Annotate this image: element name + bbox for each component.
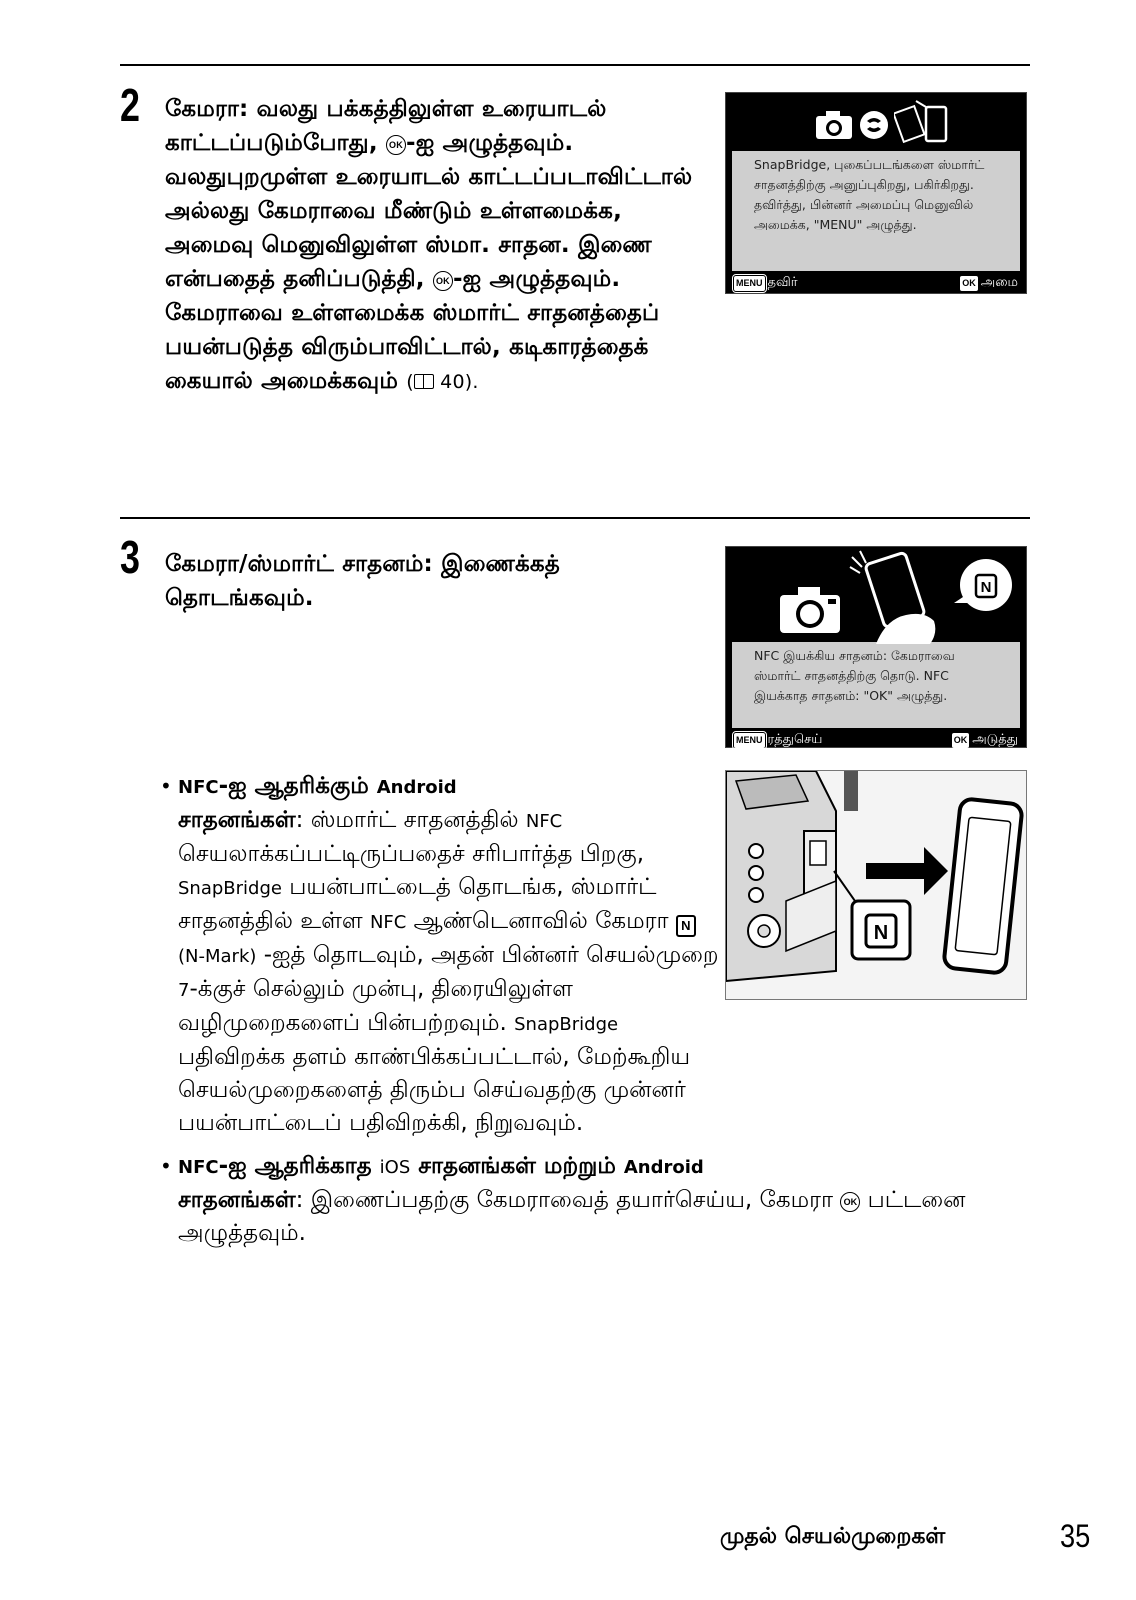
step-2-text	[165, 92, 710, 399]
bullet-ios-android: • NFC-ஐ ஆதரிக்காத iOS சாதனங்கள் மற்றும் Android சாதனங்கள்: இணைப்பதற்கு கேமராவைத் தயார்செய்ய, கேமரா OK பட்டனை அழுத்தவும்.	[160, 1150, 978, 1250]
screen-button-bar	[726, 271, 1026, 297]
step-3-number: 3	[120, 531, 140, 583]
camera-screen-nfc	[725, 546, 1027, 748]
instruction-bullets	[160, 770, 966, 1250]
screen-icon-row	[726, 93, 1026, 151]
skip-label: தவிர்	[767, 275, 798, 290]
cancel-label: ரத்துசெய்	[767, 732, 823, 747]
screen-button-bar	[726, 728, 1026, 754]
screen-message: NFC இயக்கிய சாதனம்: கேமராவை ஸ்மார்ட் சாதனத்திற்கு தொடு. NFC இயக்காத சாதனம்: "OK" அழுத்து.	[732, 642, 1020, 728]
ok-key-icon: OK	[952, 733, 970, 748]
set-label: அமை	[980, 275, 1018, 290]
hand-holding-phone-icon	[846, 549, 946, 644]
svg-text:N: N	[980, 579, 992, 596]
camera-icon	[778, 585, 842, 635]
screen-message: SnapBridge, புகைப்படங்களை ஸ்மார்ட் சாதனத்திற்கு அனுப்புகிறது, பகிர்கிறது. தவிர்த்து, பின்னர் அமைப்பு மெனுவில் அமைக்க, "MENU" அழுத்து.	[732, 151, 1020, 271]
step-2-text-a: கேமரா: வலது பக்கத்திலுள்ள உரையாடல் காட்டப்படும்போது,	[165, 96, 607, 156]
nfc-bubble-icon	[948, 551, 1018, 621]
ok-button-icon: OK	[840, 1192, 860, 1212]
bullet-nfc-android: • NFC-ஐ ஆதரிக்கும் Android சாதனங்கள்: ஸ்மார்ட் சாதனத்தில் NFC செயலாக்கப்பட்டிருப்பதைச் சரிபார்த்த பிறகு, SnapBridge பயன்பாட்டைத் தொடங்க, ஸ்மார்ட் சாதனத்தில் உள்ள NFC ஆண்டெனாவில் கேமரா N (N-Mark) -ஐத் தொடவும், அதன் பின்னர் செயல்முறை 7-க்குச் செல்லும் முன்பு, திரையிலுள்ள வழிமுறைகளைப் பின்பற்றவும். SnapBridge பதிவிறக்க தளம் காண்பிக்கப்பட்டால், மேற்கூறிய செயல்முறைகளைத் திரும்ப செய்வதற்கு முன்னர் பயன்பாட்டைப் பதிவிறக்கி, நிறுவவும்.	[160, 770, 720, 1140]
camera-touching-phone-illustration	[725, 770, 1027, 1000]
step-3-text: கேமரா/ஸ்மார்ட் சாதனம்: இணைக்கத் தொடங்கவும்.	[165, 551, 560, 611]
screen-illustration-row	[726, 547, 1026, 642]
step-2-text-b: -ஐ அழுத்தவும். வலதுபுறமுள்ள உரையாடல் காட்டப்படாவிட்டால் அல்லது கேமராவை மீண்டும் உள்ளமைக்க, அமைவு மெனுவிலுள்ள ஸ்மா. சாதன. இணை என்பதைத் தனிப்படுத்தி,	[165, 130, 693, 292]
menu-key-icon: MENU	[734, 276, 765, 291]
page-reference: ( 40).	[406, 371, 479, 393]
menu-key-icon: MENU	[734, 733, 765, 748]
cancel-button-hint	[734, 732, 822, 748]
next-button-hint	[952, 732, 1018, 748]
n-mark-icon: N	[676, 915, 696, 937]
step3-rule	[120, 517, 1030, 519]
skip-button-hint	[734, 275, 798, 291]
next-label: அடுத்து	[972, 732, 1018, 747]
camera-body-illustration	[726, 771, 1027, 1000]
section-footer-label: முதல் செயல்முறைகள்	[720, 1524, 946, 1549]
step-2-number: 2	[120, 79, 140, 131]
set-button-hint	[960, 275, 1018, 291]
ok-key-icon: OK	[960, 276, 978, 291]
snapbridge-logo-icon	[858, 109, 890, 141]
ok-button-icon: OK	[433, 271, 453, 291]
smart-device-share-icon	[894, 97, 954, 147]
ok-button-icon: OK	[386, 135, 406, 155]
camera-icon	[814, 109, 854, 141]
camera-screen-snapbridge	[725, 92, 1027, 294]
svg-text:N: N	[873, 922, 889, 944]
top-rule	[120, 64, 1030, 66]
step-2-text-c: -ஐ அழுத்தவும். கேமராவை உள்ளமைக்க ஸ்மார்ட் சாதனத்தைப் பயன்படுத்த விரும்பாவிட்டால், கடிகாரத்தைக் கையால் அமைக்கவும்	[165, 266, 660, 394]
book-icon	[414, 374, 434, 389]
page-number: 35	[1060, 1518, 1091, 1554]
